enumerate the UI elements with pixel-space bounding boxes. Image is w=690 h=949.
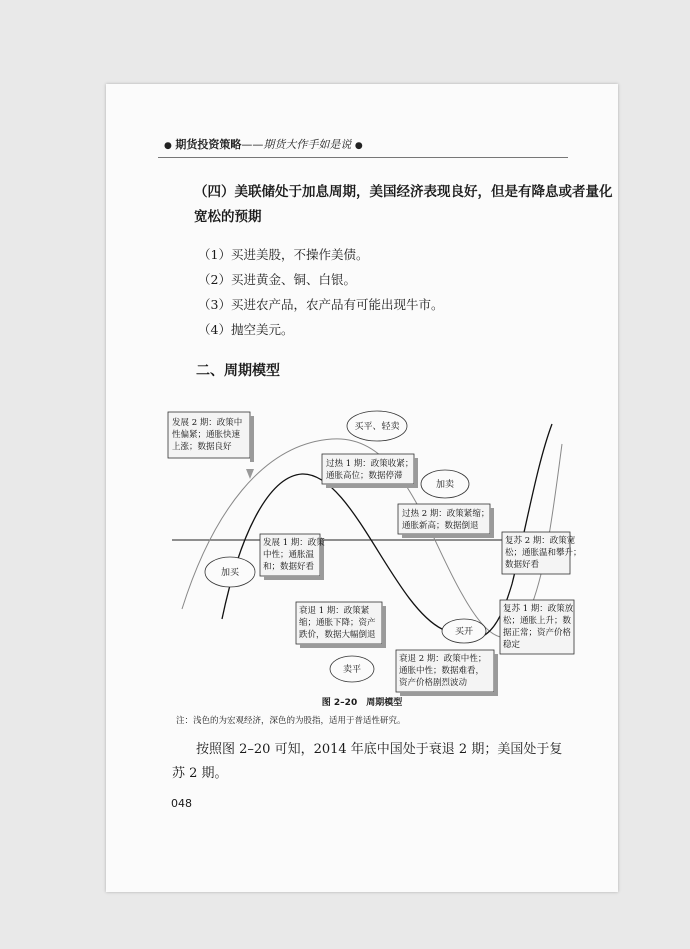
box-line: 通胀新高；数据倒退	[402, 521, 479, 531]
box-line: 据正常；资产价格	[503, 628, 572, 638]
box-line: 和；数据好看	[263, 562, 315, 572]
figure-caption: 图 2–20 周期模型	[321, 698, 403, 708]
list-item: （4）抛空美元。	[198, 322, 294, 337]
box-line: 过热 2 期：政策紧缩；	[402, 509, 490, 519]
box-line: 性偏紧；通胀快速	[172, 430, 241, 440]
oval-label: 卖平	[342, 665, 362, 675]
box-line: 资产价格剧烈波动	[399, 678, 468, 688]
action-oval-sell-close	[330, 656, 374, 682]
list-item: （3）买进农产品，农产品有可能出现牛市。	[198, 297, 444, 312]
book-page	[106, 84, 618, 892]
phase-box-development-1	[260, 534, 325, 580]
action-oval-buy-close-light-sell	[347, 411, 407, 441]
action-oval-buy-open	[442, 619, 486, 643]
oval-label: 加买	[220, 568, 240, 578]
bullet-icon: ●	[164, 141, 172, 151]
box-line: 稳定	[503, 640, 521, 650]
phase-box-recession-1	[296, 602, 386, 648]
box-line: 复苏 2 期：政策宽	[505, 536, 576, 546]
box-line: 数据好看	[505, 560, 540, 570]
box-line: 松；通胀温和攀升；	[505, 548, 582, 558]
chapter-heading: 二、周期模型	[196, 363, 280, 379]
box-line: 过热 1 期：政策收紧；	[326, 459, 414, 469]
oval-label: 买平、轻卖	[354, 422, 400, 432]
box-line: 通胀高位；数据停滞	[326, 471, 403, 481]
section-heading: （四）美联储处于加息周期，美国经济表现良好，但是有降息或者量化宽松的预期	[194, 184, 613, 225]
box-line: 中性；通胀温	[263, 550, 315, 560]
cycle-model-diagram	[162, 404, 582, 704]
phase-box-recovery-2	[502, 532, 582, 574]
action-oval-add-sell	[421, 470, 469, 498]
phase-box-recession-2	[396, 650, 498, 696]
box-line: 上涨；数据良好	[172, 442, 232, 452]
title-dash: ——	[241, 138, 264, 151]
strategy-list	[198, 242, 443, 342]
action-oval-add-buy	[205, 557, 255, 587]
oval-label: 加卖	[435, 480, 455, 490]
box-line: 缩；通胀下降；资产	[299, 618, 376, 628]
box-line: 跌价，数据大幅倒退	[299, 630, 376, 640]
bullet-icon: ●	[354, 141, 363, 151]
oval-label: 买开	[454, 627, 474, 637]
body-paragraph: 按照图 2–20 可知，2014 年底中国处于衰退 2 期；美国处于复苏 2 期。	[172, 742, 563, 781]
header-rule	[158, 157, 568, 158]
box-line: 复苏 1 期：政策放	[503, 604, 574, 614]
phase-box-overheat-1	[322, 454, 418, 488]
running-head	[164, 136, 363, 152]
box-line: 松；通胀上升；数	[503, 616, 572, 626]
box-line: 发展 2 期：政策中	[172, 418, 243, 428]
box-line: 通胀中性；数据难看，	[399, 666, 485, 676]
phase-box-recovery-1	[500, 600, 574, 654]
book-title: 期货投资策略	[175, 138, 242, 151]
book-subtitle: 期货大作手如是说	[263, 138, 352, 151]
page-number: 048	[171, 797, 192, 810]
phase-box-development-2	[168, 412, 254, 479]
list-item: （2）买进黄金、铜、白银。	[198, 272, 356, 287]
box-line: 衰退 1 期：政策紧	[299, 606, 370, 616]
figure-note: 注：浅色的为宏观经济，深色的为股指，适用于普适性研究。	[176, 716, 406, 726]
phase-box-overheat-2	[398, 504, 494, 538]
list-item: （1）买进美股，不操作美债。	[198, 247, 369, 262]
box-line: 发展 1 期：政策	[263, 538, 325, 548]
box-line: 衰退 2 期：政策中性；	[399, 654, 487, 664]
